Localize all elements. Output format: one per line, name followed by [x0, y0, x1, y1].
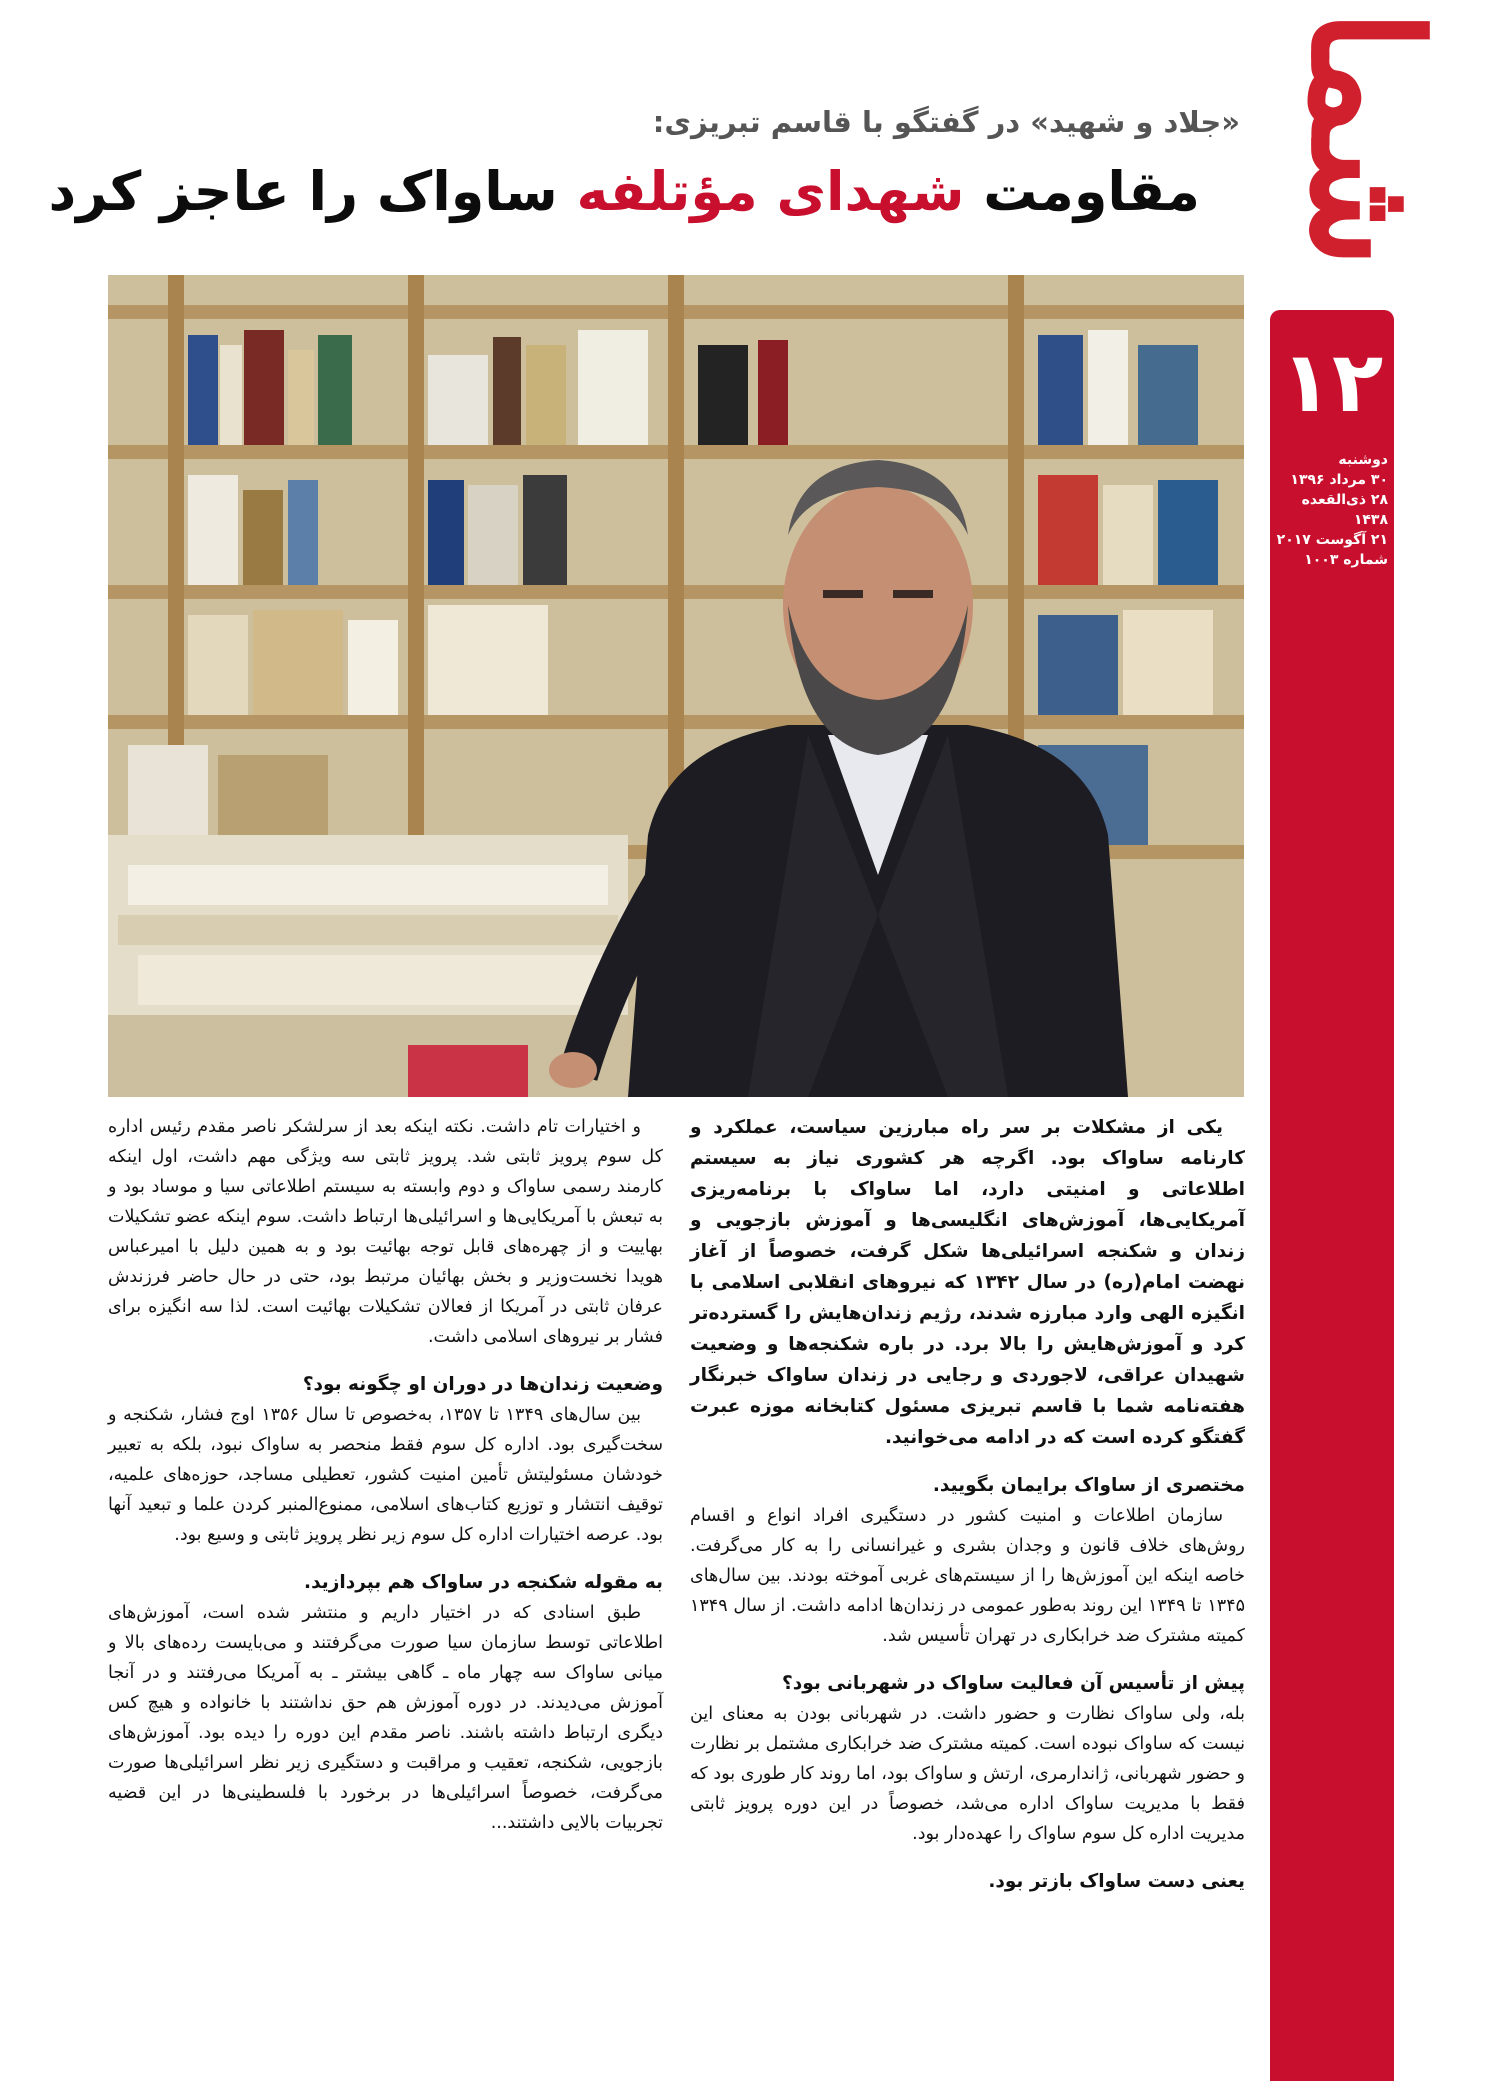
answer-5: طبق اسنادی که در اختیار داریم و منتشر شده است، آموزش‌های اطلاعاتی توسط سازمان سیا صورت می‌گرفتند و می‌بایست رده‌های بالا و میانی ساواک سه چهار ماه ـ گاهی بیشتر ـ به آمریکا می‌رفتند و در آنجا آموزش می‌دیدند. در دوره آموزش هم حق نداشتند با خانواده و هیچ کس دیگری ارتباط داشته باشند. ناصر مقدم این دوره را دیده بود. آموزش‌های بازجویی، شکنجه، تعقیب و مراقبت و دستگیری زیر نظر اسرائیلی‌ها صورت می‌گرفت، خصوصاً اسرائیلی‌ها در برخورد با فلسطینی‌ها در این قضیه تجربیات بالایی داشتند... — [108, 1603, 663, 1833]
dateline-solar-date: ۳۰ مرداد ۱۳۹۶ — [1290, 472, 1388, 488]
question-5: به مقوله شکنجه در ساواک هم بپردازید. — [304, 1572, 663, 1593]
headline-part-2: ساواک را عاجز کرد — [48, 160, 577, 223]
dateline-weekday: دوشنبه — [1338, 452, 1388, 468]
article-column-left — [108, 1112, 663, 1838]
date-sidebar — [1270, 310, 1394, 2081]
answer-1: سازمان اطلاعات و امنیت کشور در دستگیری افراد انواع و اقسام روش‌های خلاف قانون و وجدان بشری و غیرانسانی را به کار می‌گرفت. خاصه اینکه این آموزش‌ها را از سیستم‌های غربی آموخته بودند. بین سال‌های ۱۳۴۵ تا ۱۳۴۹ این روند به‌طور عمومی در زندان‌ها ادامه داشت. از سال ۱۳۴۹ کمیته مشترک ضد خرابکاری در تهران تأسیس شد. — [690, 1506, 1245, 1646]
article-kicker: «جلاد و شهید» در گفتگو با قاسم تبریزی: — [652, 105, 1240, 139]
bookshelf-portrait-illustration — [108, 275, 1244, 1097]
answer-2: بله، ولی ساواک نظارت و حضور داشت. در شهربانی بودن به معنای این نیست که ساواک نبوده است. کمیته مشترک ضد خرابکاری مشتمل بر نظارت و حضور شهربانی، ژاندارمری، ارتش و ساواک بود، اما روند کار طوری بود که فقط با مدیریت ساواک اداره می‌شد، خصوصاً در این دوره پرویز ثابتی مدیریت اداره کل سوم ساواک را عهده‌دار بود. — [690, 1704, 1245, 1844]
answer-4: بین سال‌های ۱۳۴۹ تا ۱۳۵۷، به‌خصوص تا سال ۱۳۵۶ اوج فشار، شکنجه و سخت‌گیری بود. اداره کل سوم فقط منحصر به ساواک نبود، بلکه به تعبیر خودشان مسئولیتش تأمین امنیت کشور، تعطیلی مساجد، حوزه‌های علمیه، توقیف انتشار و توزیع کتاب‌های اسلامی، ممنوع‌المنبر کردن علما و تبعید آنها بود. عرصه اختیارات اداره کل سوم زیر نظر پرویز ثابتی و وسیع بود. — [108, 1405, 663, 1545]
question-1: مختصری از ساواک برایمان بگویید. — [932, 1475, 1245, 1496]
article-headline — [48, 160, 1200, 223]
article-lead: یکی از مشکلات بر سر راه مبارزین سیاست، عملکرد و کارنامه ساواک بود. اگرچه هر کشوری نیاز به سیستم اطلاعاتی و امنیتی دارد، اما ساواک با برنامه‌ریزی آمریکایی‌ها، آموزش‌های انگلیسی‌ها و آموزش بازجویی و زندان و شکنجه اسرائیلی‌ها شکل گرفت، خصوصاً از آغاز نهضت امام(ره) در سال ۱۳۴۲ که نیروهای انقلابی اسلامی با انگیزه الهی وارد مبارزه شدند، رژیم زندان‌هایش را گسترده‌تر کرد و آموزش‌هایش را بالا برد. در باره شکنجه‌ها و وضعیت شهیدان عراقی، لاجوردی و رجایی در زندان ساواک خبرنگار هفته‌نامه شما با قاسم تبریزی مسئول کتابخانه موزه عبرت گفتگو کرده است که در ادامه می‌خوانید. — [690, 1117, 1246, 1448]
question-4: وضعیت زندان‌ها در دوران او چگونه بود؟ — [302, 1374, 663, 1395]
dateline-gregorian-date: ۲۱ آگوست ۲۰۱۷ — [1276, 532, 1388, 548]
interviewee-photo — [108, 275, 1244, 1097]
answer-3: و اختیارات تام داشت. نکته اینکه بعد از سرلشکر ناصر مقدم رئیس اداره کل سوم پرویز ثابتی شد. پرویز ثابتی سه ویژگی مهم داشت، اول اینکه کارمند رسمی ساواک و دوم وابسته به سیستم اطلاعاتی سیا و موساد بود و به تبعش با آمریکایی‌ها و اسرائیلی‌ها ارتباط داشت. سوم اینکه عضو تشکیلات بهاییت و از چهره‌های قابل توجه بهائیت بود و به همین دلیل با امیرعباس هویدا نخست‌وزیر و بخش بهائیان مرتبط بود، حتی در حال حاضر فرزندش عرفان ثابتی در آمریکا از فعالان تشکیلات بهائیت است. لذا سه انگیزه برای فشار بر نیروهای اسلامی داشت. — [108, 1117, 663, 1347]
page-number: ۱۲ — [1280, 333, 1384, 431]
dateline-lunar-date: ۲۸ ذی‌القعده ۱۴۳۸ — [1301, 492, 1388, 528]
headline-part-1: مقاومت — [964, 160, 1200, 223]
headline-highlight: شهدای مؤتلفه — [576, 160, 965, 223]
dateline-issue-number: شماره ۱۰۰۳ — [1304, 552, 1388, 568]
question-2: پیش از تأسیس آن فعالیت ساواک در شهربانی بود؟ — [782, 1673, 1245, 1694]
article-column-right — [690, 1112, 1245, 1897]
dateline — [1270, 450, 1388, 570]
question-3: یعنی دست ساواک بازتر بود. — [988, 1871, 1245, 1892]
masthead-logo: شما — [1277, 9, 1454, 268]
